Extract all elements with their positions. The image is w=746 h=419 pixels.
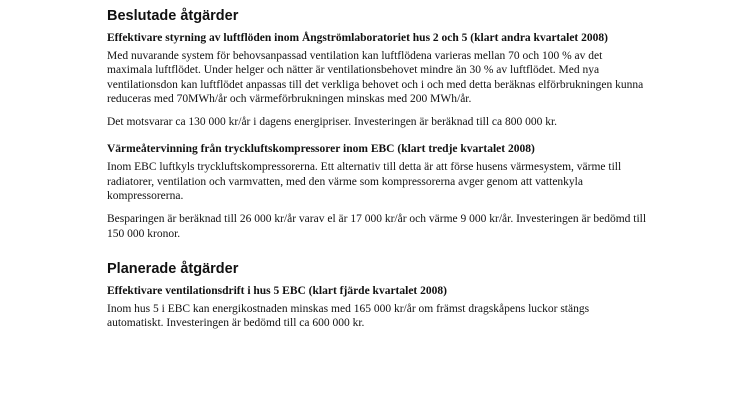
item-paragraph: Besparingen är beräknad till 26 000 kr/år varav el är 17 000 kr/år och värme 9 000 kr/år. Investeringen är bedömd till 150 000 kronor. xyxy=(107,213,647,240)
section-heading-planned-measures: Planerade åtgärder xyxy=(107,260,239,277)
item-paragraph: Det motsvarar ca 130 000 kr/år i dagens energipriser. Investeringen är beräknad till ca 800 000 kr. xyxy=(107,116,558,129)
item-title-ventilation-operation: Effektivare ventilationsdrift i hus 5 EBC (klart fjärde kvartalet 2008) xyxy=(107,284,447,297)
item-paragraph: Inom hus 5 i EBC kan energikostnaden minskas med 165 000 kr/år om främst dragskåpens luckor stängs automatiskt. Investeringen är bedömd till ca 600 000 kr. xyxy=(107,302,590,330)
item-paragraph: Med nuvarande system för behovsanpassad ventilation kan luftflödena varieras mellan 70 och 100 % av det maximala luftflödet. Under helger och nätter är ventilationsbehovet mindre än 30 % av luftflödet. Med nya ventilationsdon kan luftflödet anpassas till det verkliga behovet och i och med detta beräknas elförbrukningen kunna reduceras med 70MWh/år och värmeförbrukningen minskas med 200 MWh/år. xyxy=(107,50,644,105)
document-page xyxy=(107,7,647,340)
item-title-airflow-control: Effektivare styrning av luftflöden inom Ångströmlaboratoriet hus 2 och 5 (klart andra kvartalet 2008) xyxy=(107,32,608,44)
item-title-heat-recovery: Värmeåtervinning från tryckluftskompressorer inom EBC (klart tredje kvartalet 2008) xyxy=(107,143,535,156)
section-heading-decided-measures: Beslutade åtgärder xyxy=(107,8,239,24)
item-paragraph: Inom EBC luftkyls tryckluftskompressorerna. Ett alternativ till detta är att förse husens värmesystem, värme till radiatorer, ventilation och varmvatten, med den värme som kompressorerna avger genom att vattenkyla kompressorerna. xyxy=(107,161,622,203)
